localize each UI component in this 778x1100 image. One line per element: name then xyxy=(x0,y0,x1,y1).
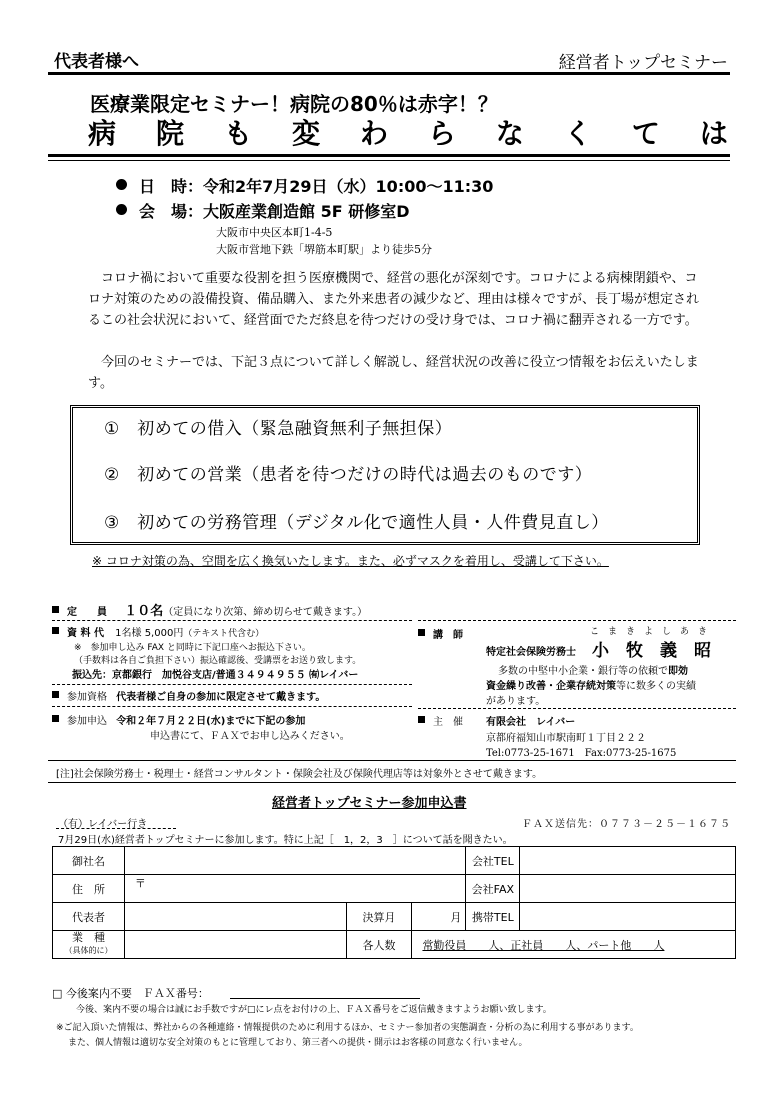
fax-field[interactable] xyxy=(520,875,736,903)
fee-value: 1名様 5,000円 xyxy=(115,628,184,639)
venue-value: 大阪産業創造館 5F 研修室D xyxy=(203,202,410,221)
organizer-label-row xyxy=(418,713,463,728)
form-to: （有）レイバー行き xyxy=(58,819,148,830)
mobile-label: 携帯TEL xyxy=(466,903,520,931)
lecturer-desc2-text: 等に数多くの実績 xyxy=(616,681,696,692)
address-label: 住 所 xyxy=(53,875,125,903)
staff-field[interactable]: 常勤役員 人、正社員 人、パート他 人 xyxy=(412,931,736,959)
event-venue xyxy=(116,199,410,222)
venue-label: 会 場： xyxy=(139,202,204,221)
lecturer-desc3: があります。 xyxy=(486,696,546,707)
venue-address: 大阪市中央区本町1-4-5 xyxy=(216,226,333,239)
apply-label: 参加申込 xyxy=(67,716,107,727)
lecturer-ruby: こ ま き よ し あ き xyxy=(590,627,708,637)
fee-sub1: ※ 参加申し込み FAX と同時に下記口座へお振込下さい。 xyxy=(74,643,311,653)
optout-row xyxy=(52,985,209,1001)
square-bullet-icon xyxy=(418,629,425,636)
divider xyxy=(56,828,176,829)
capacity-row xyxy=(52,600,367,619)
capacity-value: １０名 xyxy=(124,604,164,619)
date-value: 令和2年7月29日（水）10:00～11:30 xyxy=(203,177,494,196)
organizer-name: 有限会社 レイバー xyxy=(486,717,576,728)
divider xyxy=(52,620,412,621)
square-bullet-icon xyxy=(52,691,59,698)
title-char: ら xyxy=(427,117,456,150)
intro-para1: コロナ禍において重要な役割を担う医療機関で、経営の悪化が深刻です。コロナによる病棟閉鎖や、コロナ対策のための設備投資、備品購入、また外来患者の減少など、理由は様々ですが、長丁場が想定されるこの社会状況において、経営面でただ終息を待つだけの受け身では、コロナ禍に翻弄される一方です。 xyxy=(88,271,700,328)
privacy-line1: ※ご記入頂いた情報は、弊社からの各種連絡・情報提供のために利用するほか、セミナー参加者の実態調査・分析の為に利用する事があります。 xyxy=(56,1023,639,1033)
title-line1: 医療業限定セミナー！病院の80％は赤字！？ xyxy=(90,92,498,116)
qual-label: 参加資格 xyxy=(67,692,107,703)
square-bullet-icon xyxy=(52,606,59,613)
point-2: ② 初めての営業（患者を待つだけの時代は過去のものです） xyxy=(104,465,593,485)
title-char: も xyxy=(223,117,252,150)
covid-notice: ※ コロナ対策の為、空間を広く換気いたします。また、必ずマスクを着用し、受講して下さい。 xyxy=(92,554,609,568)
postal-mark: 〒 xyxy=(134,877,146,890)
title-rule xyxy=(48,154,730,157)
lecturer-desc1-bold: 即効 xyxy=(668,666,688,677)
organizer-address: 京都府福知山市駅南町１丁目２２２ xyxy=(486,733,646,744)
rep-field[interactable] xyxy=(124,903,346,931)
qual-value: 代表者様ご自身の参加に限定させて戴きます。 xyxy=(116,692,326,703)
organizer-contact: Tel:0773-25-1671 Fax:0773-25-1675 xyxy=(486,748,677,759)
tel-label: 会社TEL xyxy=(466,847,520,875)
optout-note: 今後、案内不要の場合は誠にお手数ですが□にレ点をお付けの上、ＦＡＸ番号をご返信戴きますようお願い致します。 xyxy=(76,1005,552,1015)
bullet-icon xyxy=(116,179,127,190)
fax-label: 会社FAX xyxy=(466,875,520,903)
header-series: 経営者トップセミナー xyxy=(558,53,728,73)
apply-value2: 申込書にて、ＦＡＸでお申し込みください。 xyxy=(150,731,350,742)
divider xyxy=(418,620,736,621)
exclusion-note: [注]社会保険労務士・税理士・経営コンサルタント・保険会社及び保険代理店等は対象外とさせて戴きます。 xyxy=(56,769,543,780)
industry-label xyxy=(53,931,125,959)
divider xyxy=(418,708,736,709)
event-date xyxy=(116,174,493,197)
company-field[interactable] xyxy=(124,847,465,875)
title-rule-thin xyxy=(48,160,730,161)
divider xyxy=(52,684,412,685)
lecturer-desc1 xyxy=(498,662,688,677)
month-unit: 月 xyxy=(450,910,462,924)
square-bullet-icon xyxy=(52,627,59,634)
form-heading: 経営者トップセミナー参加申込書 xyxy=(272,796,467,811)
lecturer-label: 講 師 xyxy=(433,630,463,641)
divider xyxy=(48,760,736,761)
point-3: ③ 初めての労務管理（デジタル化で適性人員・人件費見直し） xyxy=(104,513,609,533)
application-form xyxy=(52,846,736,959)
tel-field[interactable] xyxy=(520,847,736,875)
mobile-field[interactable] xyxy=(520,903,736,931)
capacity-note: （定員になり次第、締め切らせて戴きます。） xyxy=(163,607,368,618)
apply-value: 令和２年７月２２日(水)までに下記の参加 xyxy=(116,716,306,727)
industry-label-text: 業 種 xyxy=(71,931,105,944)
title-char: く xyxy=(563,117,592,150)
form-statement: 7月29日(水)経営者トップセミナーに参加します。特に上記［ 1，2，3 ］について話を聞きたい。 xyxy=(58,835,513,846)
fiscal-label: 決算月 xyxy=(346,903,412,931)
title-char: 病 xyxy=(88,117,117,150)
industry-field[interactable] xyxy=(124,931,346,959)
square-bullet-icon xyxy=(52,715,59,722)
lecturer-title: 特定社会保険労務士 xyxy=(486,647,576,658)
optout-fax-field[interactable] xyxy=(230,998,420,999)
venue-access: 大阪市営地下鉄「堺筋本町駅」より徒歩5分 xyxy=(216,243,432,256)
header-to: 代表者様へ xyxy=(54,52,139,72)
fee-note: （テキスト代含む） xyxy=(183,629,265,639)
title-char: 変 xyxy=(291,117,320,150)
square-bullet-icon xyxy=(418,716,425,723)
fee-label: 資 料 代 xyxy=(67,628,104,639)
optout-label: □ 今後案内不要 ＦＡＸ番号： xyxy=(52,987,209,1000)
bank-info: 振込先：京都銀行 加悦谷支店/普通３４９４９５５ ㈲レイバー xyxy=(72,670,359,681)
lecturer-name: 小 牧 義 昭 xyxy=(592,641,711,661)
title-char: わ xyxy=(359,117,388,150)
apply-row xyxy=(52,712,305,727)
lecturer-desc2 xyxy=(486,677,696,692)
title-char: て xyxy=(631,117,660,150)
form-fax: ＦＡＸ送信先：０７７３－２５－１６７５ xyxy=(522,819,731,830)
fee-row xyxy=(52,624,264,639)
point-1: ① 初めての借入（緊急融資無利子無担保） xyxy=(104,419,453,439)
title-line2 xyxy=(88,112,728,152)
rep-label: 代表者 xyxy=(53,903,125,931)
industry-sub: （具体的に） xyxy=(64,946,113,955)
date-label: 日 時： xyxy=(139,177,204,196)
lecturer-desc1-text: 多数の中堅中小企業・銀行等の依頼で xyxy=(498,666,668,677)
fiscal-field[interactable] xyxy=(412,903,466,931)
capacity-label: 定 員 xyxy=(67,607,107,618)
lecturer-desc2-bold: 資金繰り改善・企業存続対策 xyxy=(486,681,616,692)
address-field[interactable] xyxy=(124,875,465,903)
privacy-line2: また、個人情報は適切な安全対策のもとに管理しており、第三者への提供・開示はお客様の同意なく行いません。 xyxy=(68,1038,528,1048)
title-char: な xyxy=(495,117,524,150)
title-char: 院 xyxy=(155,117,184,150)
staff-label: 各人数 xyxy=(346,931,412,959)
organizer-label: 主 催 xyxy=(433,717,463,728)
title-char: は xyxy=(699,117,728,150)
intro-para2: 今回のセミナーでは、下記３点について詳しく解説し、経営状況の改善に役立つ情報をお伝えいたします。 xyxy=(88,355,699,391)
bullet-icon xyxy=(116,204,127,215)
company-label: 御社名 xyxy=(53,847,125,875)
divider xyxy=(52,706,412,707)
divider xyxy=(48,782,736,783)
header-rule xyxy=(48,72,730,75)
fee-sub2: （手数料は各自ご負担下さい）振込確認後、受講票をお送り致します。 xyxy=(74,656,362,666)
qual-row xyxy=(52,688,325,703)
lecturer-label-row xyxy=(418,626,463,641)
